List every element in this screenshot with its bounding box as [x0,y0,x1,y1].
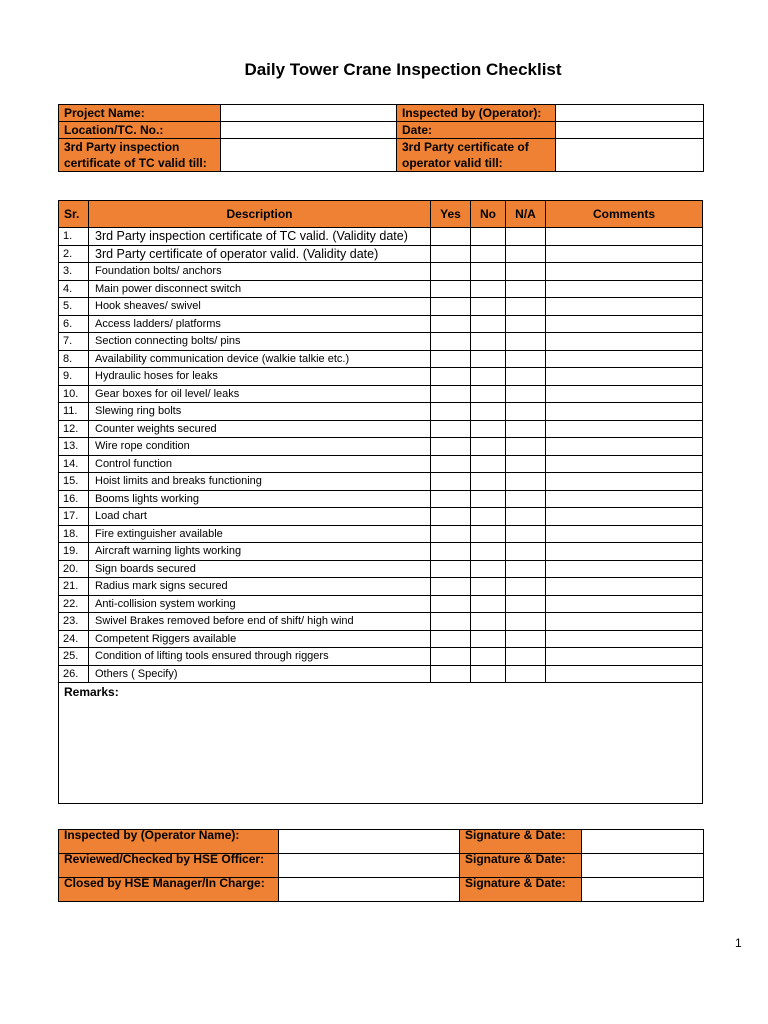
signoff-role-label: Closed by HSE Manager/In Charge: [59,878,279,902]
col-header-no: No [471,201,506,228]
item-na-cell[interactable] [506,298,546,316]
item-no-cell[interactable] [471,560,506,578]
item-description: Hoist limits and breaks functioning [89,473,431,491]
item-yes-cell[interactable] [431,455,471,473]
item-no-cell[interactable] [471,508,506,526]
item-na-cell[interactable] [506,578,546,596]
table-row [59,578,703,596]
item-description: Sign boards secured [89,560,431,578]
item-number: 5. [59,298,89,316]
table-row [59,455,703,473]
location-field[interactable] [221,122,397,139]
item-number: 16. [59,490,89,508]
item-number: 15. [59,473,89,491]
table-row [59,350,703,368]
item-na-cell[interactable] [506,403,546,421]
item-yes-cell[interactable] [431,245,471,263]
item-number: 8. [59,350,89,368]
signature-date-field[interactable] [582,854,704,878]
item-comments-cell[interactable] [546,578,703,596]
item-na-cell[interactable] [506,490,546,508]
item-number: 6. [59,315,89,333]
item-yes-cell[interactable] [431,368,471,386]
item-yes-cell[interactable] [431,630,471,648]
col-header-sr: Sr. [59,201,89,228]
item-comments-cell[interactable] [546,350,703,368]
item-yes-cell[interactable] [431,613,471,631]
page-title: Daily Tower Crane Inspection Checklist [244,60,562,79]
item-yes-cell[interactable] [431,595,471,613]
item-comments-cell[interactable] [546,595,703,613]
item-description: Swivel Brakes removed before end of shift/ high wind [89,613,431,631]
item-yes-cell[interactable] [431,315,471,333]
item-comments-cell[interactable] [546,228,703,246]
item-na-cell[interactable] [506,665,546,683]
table-row [59,525,703,543]
signoff-name-field[interactable] [279,878,460,902]
table-row [59,560,703,578]
item-no-cell[interactable] [471,245,506,263]
table-row [59,315,703,333]
item-description: Gear boxes for oil level/ leaks [89,385,431,403]
item-description: Hydraulic hoses for leaks [89,368,431,386]
item-description: Fire extinguisher available [89,525,431,543]
item-na-cell[interactable] [506,648,546,666]
item-comments-cell[interactable] [546,473,703,491]
item-yes-cell[interactable] [431,263,471,281]
item-description: Foundation bolts/ anchors [89,263,431,281]
item-description: Hook sheaves/ swivel [89,298,431,316]
item-na-cell[interactable] [506,420,546,438]
item-number: 7. [59,333,89,351]
item-comments-cell[interactable] [546,455,703,473]
signature-date-field[interactable] [582,878,704,902]
item-comments-cell[interactable] [546,630,703,648]
item-number: 12. [59,420,89,438]
item-no-cell[interactable] [471,333,506,351]
item-no-cell[interactable] [471,228,506,246]
table-row [59,228,703,246]
item-yes-cell[interactable] [431,298,471,316]
item-yes-cell[interactable] [431,578,471,596]
signoff-role-label: Reviewed/Checked by HSE Officer: [59,854,279,878]
item-no-cell[interactable] [471,385,506,403]
item-number: 14. [59,455,89,473]
item-comments-cell[interactable] [546,613,703,631]
date-label: Date: [397,122,556,139]
item-yes-cell[interactable] [431,473,471,491]
item-comments-cell[interactable] [546,298,703,316]
item-description: 3rd Party certificate of operator valid. (Validity date) [89,245,431,263]
item-no-cell[interactable] [471,438,506,456]
item-number: 19. [59,543,89,561]
item-na-cell[interactable] [506,508,546,526]
signoff-role-label: Inspected by (Operator Name): [59,830,279,854]
item-description: Control function [89,455,431,473]
operator-certificate-field[interactable] [556,139,704,172]
item-na-cell[interactable] [506,525,546,543]
project-name-label: Project Name: [59,105,221,122]
col-header-yes: Yes [431,201,471,228]
item-na-cell[interactable] [506,385,546,403]
item-number: 9. [59,368,89,386]
table-row [59,490,703,508]
item-no-cell[interactable] [471,648,506,666]
table-row [59,438,703,456]
item-comments-cell[interactable] [546,648,703,666]
item-no-cell[interactable] [471,543,506,561]
item-yes-cell[interactable] [431,228,471,246]
item-yes-cell[interactable] [431,525,471,543]
item-number: 11. [59,403,89,421]
item-description: 3rd Party inspection certificate of TC valid. (Validity date) [89,228,431,246]
item-number: 20. [59,560,89,578]
table-row [59,298,703,316]
item-na-cell[interactable] [506,280,546,298]
date-field[interactable] [556,122,704,139]
tc-certificate-label: 3rd Party inspection certificate of TC valid till: [59,139,221,172]
item-comments-cell[interactable] [546,490,703,508]
table-row [59,403,703,421]
item-na-cell[interactable] [506,595,546,613]
item-na-cell[interactable] [506,333,546,351]
signature-date-label: Signature & Date: [460,830,582,854]
item-no-cell[interactable] [471,263,506,281]
item-description: Others ( Specify) [89,665,431,683]
item-yes-cell[interactable] [431,403,471,421]
item-na-cell[interactable] [506,350,546,368]
item-number: 26. [59,665,89,683]
item-na-cell[interactable] [506,438,546,456]
item-comments-cell[interactable] [546,543,703,561]
item-number: 3. [59,263,89,281]
item-yes-cell[interactable] [431,438,471,456]
item-description: Booms lights working [89,490,431,508]
table-row [59,263,703,281]
item-na-cell[interactable] [506,455,546,473]
table-row [59,473,703,491]
inspection-checklist-table [58,200,703,804]
item-no-cell[interactable] [471,368,506,386]
page-number: 1 [735,936,742,950]
item-na-cell[interactable] [506,263,546,281]
table-row [59,630,703,648]
table-row [59,385,703,403]
item-comments-cell[interactable] [546,420,703,438]
signature-row [59,878,704,902]
col-header-na: N/A [506,201,546,228]
table-row [59,665,703,683]
item-comments-cell[interactable] [546,560,703,578]
signoff-name-field[interactable] [279,830,460,854]
item-description: Condition of lifting tools ensured through riggers [89,648,431,666]
item-no-cell[interactable] [471,578,506,596]
table-row [59,368,703,386]
item-na-cell[interactable] [506,560,546,578]
table-row [59,595,703,613]
item-no-cell[interactable] [471,630,506,648]
item-number: 25. [59,648,89,666]
item-description: Section connecting bolts/ pins [89,333,431,351]
signature-date-label: Signature & Date: [460,878,582,902]
item-comments-cell[interactable] [546,665,703,683]
location-label: Location/TC. No.: [59,122,221,139]
item-number: 1. [59,228,89,246]
table-row [59,420,703,438]
item-no-cell[interactable] [471,420,506,438]
item-na-cell[interactable] [506,613,546,631]
signoff-name-field[interactable] [279,854,460,878]
item-number: 24. [59,630,89,648]
item-number: 13. [59,438,89,456]
item-na-cell[interactable] [506,630,546,648]
item-description: Counter weights secured [89,420,431,438]
operator-certificate-label: 3rd Party certificate of operator valid till: [397,139,556,172]
item-no-cell[interactable] [471,298,506,316]
signature-row [59,830,704,854]
item-number: 21. [59,578,89,596]
item-yes-cell[interactable] [431,648,471,666]
item-comments-cell[interactable] [546,508,703,526]
item-number: 23. [59,613,89,631]
table-row [59,613,703,631]
item-no-cell[interactable] [471,350,506,368]
inspected-by-label: Inspected by (Operator): [397,105,556,122]
item-na-cell[interactable] [506,315,546,333]
tc-certificate-field[interactable] [221,139,397,172]
item-description: Main power disconnect switch [89,280,431,298]
item-na-cell[interactable] [506,473,546,491]
item-number: 4. [59,280,89,298]
table-row [59,648,703,666]
signature-row [59,854,704,878]
item-description: Availability communication device (walkie talkie etc.) [89,350,431,368]
item-yes-cell[interactable] [431,350,471,368]
item-yes-cell[interactable] [431,560,471,578]
item-na-cell[interactable] [506,368,546,386]
table-row [59,543,703,561]
item-yes-cell[interactable] [431,543,471,561]
item-comments-cell[interactable] [546,385,703,403]
project-info-table [58,104,704,172]
item-comments-cell[interactable] [546,403,703,421]
item-yes-cell[interactable] [431,420,471,438]
item-yes-cell[interactable] [431,280,471,298]
item-comments-cell[interactable] [546,245,703,263]
item-no-cell[interactable] [471,315,506,333]
item-number: 2. [59,245,89,263]
item-no-cell[interactable] [471,490,506,508]
item-description: Slewing ring bolts [89,403,431,421]
item-description: Aircraft warning lights working [89,543,431,561]
item-yes-cell[interactable] [431,333,471,351]
remarks-box[interactable] [59,683,703,804]
project-name-field[interactable] [221,105,397,122]
item-description: Anti-collision system working [89,595,431,613]
item-description: Wire rope condition [89,438,431,456]
table-row [59,333,703,351]
item-number: 17. [59,508,89,526]
table-row [59,280,703,298]
item-description: Access ladders/ platforms [89,315,431,333]
signature-date-label: Signature & Date: [460,854,582,878]
item-no-cell[interactable] [471,280,506,298]
inspected-by-field[interactable] [556,105,704,122]
table-row [59,245,703,263]
col-header-description: Description [89,201,431,228]
item-number: 10. [59,385,89,403]
item-comments-cell[interactable] [546,368,703,386]
item-number: 18. [59,525,89,543]
item-comments-cell[interactable] [546,525,703,543]
item-no-cell[interactable] [471,403,506,421]
signature-date-field[interactable] [582,830,704,854]
item-comments-cell[interactable] [546,438,703,456]
item-number: 22. [59,595,89,613]
item-description: Radius mark signs secured [89,578,431,596]
item-no-cell[interactable] [471,455,506,473]
signature-table [58,829,704,902]
item-yes-cell[interactable] [431,385,471,403]
item-no-cell[interactable] [471,525,506,543]
item-no-cell[interactable] [471,665,506,683]
item-description: Competent Riggers available [89,630,431,648]
item-comments-cell[interactable] [546,263,703,281]
item-comments-cell[interactable] [546,280,703,298]
item-no-cell[interactable] [471,595,506,613]
item-yes-cell[interactable] [431,490,471,508]
item-no-cell[interactable] [471,613,506,631]
remarks-label: Remarks: [64,685,119,699]
item-description: Load chart [89,508,431,526]
item-comments-cell[interactable] [546,315,703,333]
item-yes-cell[interactable] [431,508,471,526]
table-row [59,508,703,526]
item-na-cell[interactable] [506,228,546,246]
col-header-comments: Comments [546,201,703,228]
item-na-cell[interactable] [506,245,546,263]
item-comments-cell[interactable] [546,333,703,351]
item-yes-cell[interactable] [431,665,471,683]
item-na-cell[interactable] [506,543,546,561]
item-no-cell[interactable] [471,473,506,491]
